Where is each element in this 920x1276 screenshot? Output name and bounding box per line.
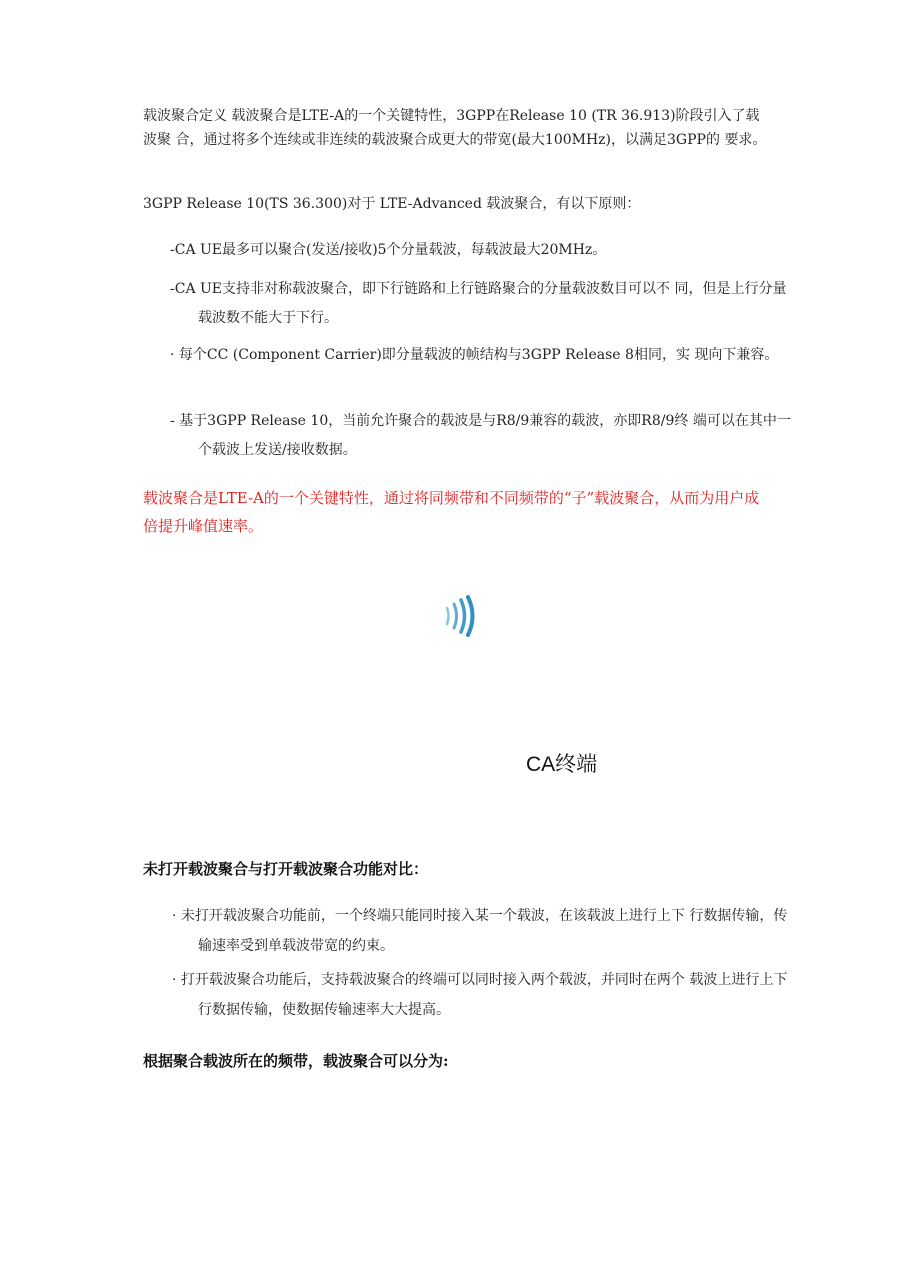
comparison-item-2: · 打开载波聚合功能后，支持载波聚合的终端可以同时接入两个载波，并同时在两个 载波上进行上下行数据传输，使数据传输速率大大提高。 — [172, 972, 788, 1018]
comparison-item-1: · 未打开载波聚合功能前，一个终端只能同时接入某一个载波，在该载波上进行上下 行数据传输，传输速率受到单载波带宽的约束。 — [172, 908, 788, 954]
ca-terminal-label: CA终端 — [526, 753, 598, 776]
principle-item-1: -CA UE最多可以聚合(发送/接收)5个分量载波，每载波最大20MHz。 — [170, 242, 607, 258]
highlight-paragraph: 载波聚合是LTE-A的一个关键特性，通过将同频带和不同频带的“子”载波聚合，从而为用户成倍提升峰值速率。 — [143, 489, 760, 535]
signal-waves-icon — [439, 594, 479, 638]
principles-heading: 3GPP Release 10(TS 36.300)对于 LTE-Advanced 载波聚合，有以下原则： — [143, 196, 641, 212]
principle-item-4: - 基于3GPP Release 10，当前允许聚合的载波是与R8/9兼容的载波，亦即R8/9终 端可以在其中一个载波上发送/接收数据。 — [170, 413, 791, 458]
principle-item-3: · 每个CC (Component Carrier)即分量载波的帧结构与3GPP Release 8相同，实 现向下兼容。 — [170, 347, 779, 363]
intro-paragraph: 载波聚合定义 载波聚合是LTE-A的一个关键特性，3GPP在Release 10 (TR 36.913)阶段引入了载波聚 合，通过将多个连续或非连续的载波聚合成更大的带宽(最大100MHz)，以满足3GPP的 要求。 — [143, 108, 767, 148]
comparison-heading: 未打开载波聚合与打开载波聚合功能对比： — [143, 860, 429, 878]
bands-heading: 根据聚合载波所在的频带，载波聚合可以分为: — [143, 1052, 449, 1070]
principle-item-2: -CA UE支持非对称载波聚合，即下行链路和上行链路聚合的分量载波数目可以不 同，但是上行分量载波数不能大于下行。 — [170, 281, 787, 326]
